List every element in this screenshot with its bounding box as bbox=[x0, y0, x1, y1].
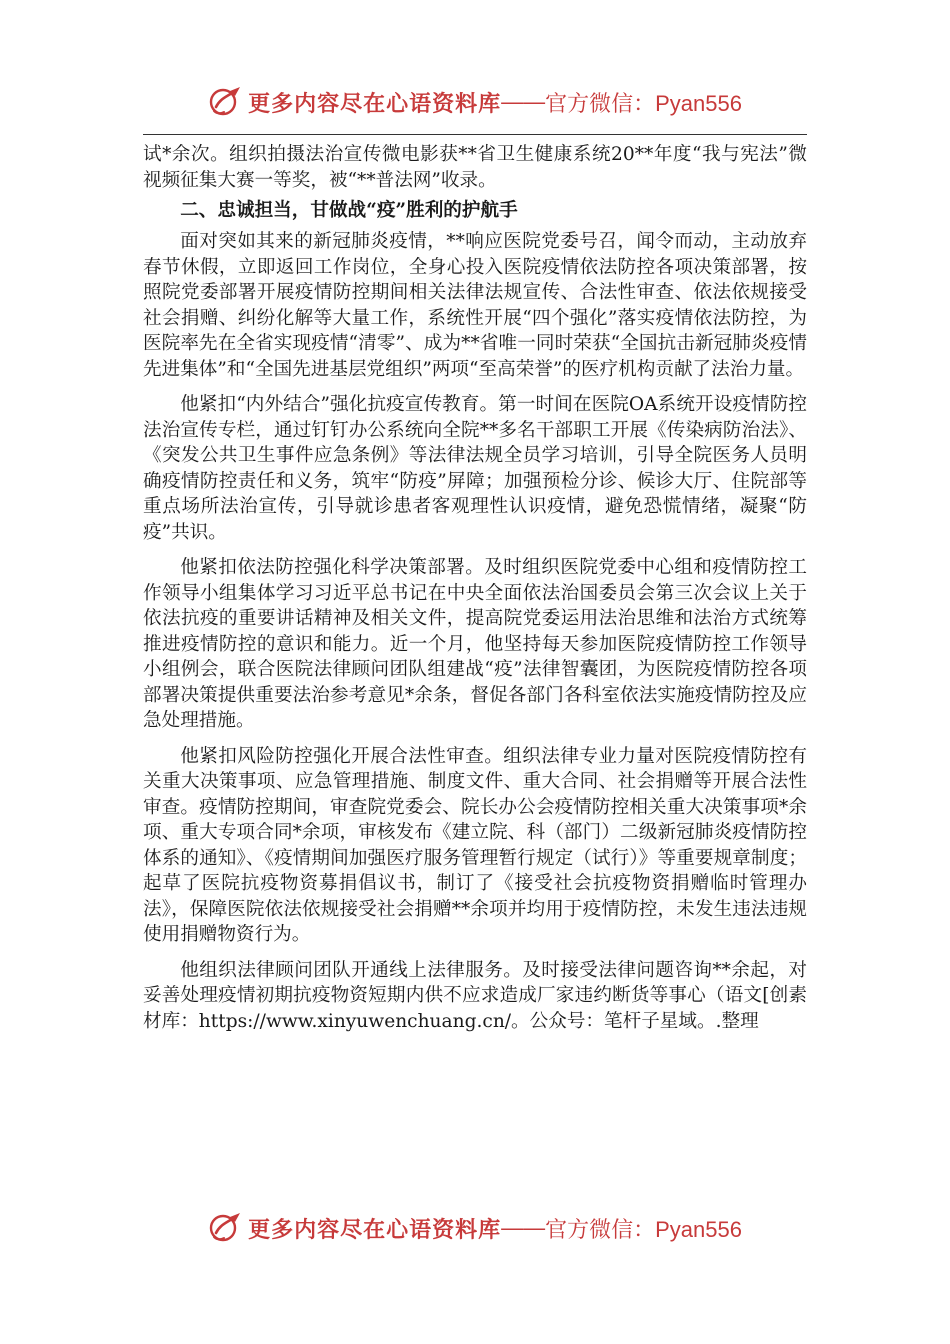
banner-separator: —— bbox=[501, 89, 546, 114]
paragraph: 面对突如其来的新冠肺炎疫情，**响应医院党委号召，闻令而动，主动放弃春节休假，立即返回工作岗位，全身心投入医院疫情依法防控各项决策部署，按照院党委部署开展疫情防控期间相关法律法规宣传、合法性审查、依法依规接受社会捐赠、纠纷化解等大量工作，系统性开展“四个强化”落实疫情依法防控，为医院率先在全省实现疫情“清零”、成为**省唯一同时荣获“全国抗击新冠肺炎疫情先进集体”和“全国先进基层党组织”两项“至高荣誉”的医疗机构贡献了法治力量。 bbox=[143, 231, 807, 380]
paragraph: 他紧扣“内外结合”强化抗疫宣传教育。第一时间在医院OA系统开设疫情防控法治宣传专栏，通过钉钉办公系统向全院**多名干部职工开展《传染病防治法》、《突发公共卫生事件应急条例》等法律法规全员学习培训，引导全院医务人员明确疫情防控责任和义务，筑牢“防疫”屏障；加强预检分诊、候诊大厅、住院部等重点场所法治宣传，引导就诊患者客观理性认识疫情，避免恐慌情绪，凝聚“防疫”共识。 bbox=[143, 394, 807, 543]
pen-swirl-logo-icon bbox=[208, 1211, 242, 1245]
banner-separator: —— bbox=[501, 1215, 546, 1240]
intro-continuation: 试*余次。组织拍摄法治宣传微电影获**省卫生健康系统20**年度“我与宪法”微视频征集大赛一等奖，被“**普法网”收录。 bbox=[143, 144, 807, 191]
document-body bbox=[143, 142, 807, 1034]
section-heading: 二、忠诚担当，甘做战“疫”胜利的护航手 bbox=[180, 200, 518, 221]
paragraph: 他紧扣风险防控强化开展合法性审查。组织法律专业力量对医院疫情防控有关重大决策事项、应急管理措施、制度文件、重大合同、社会捐赠等开展合法性审查。疫情防控期间，审查院党委会、院长办公会疫情防控相关重大决策事项*余项、重大专项合同*余项，审核发布《建立院、科（部门）二级新冠肺炎疫情防控体系的通知》、《疫情期间加强医疗服务管理暂行规定（试行）》等重要规章制度；起草了医院抗疫物资募捐倡议书，制订了《接受社会抗疫物资捐赠临时管理办法》，保障医院依法依规接受社会捐赠**余项并均用于疫情防控，未发生违法违规使用捐赠物资行为。 bbox=[143, 745, 807, 945]
banner-contact: 官方微信：Pyan556 bbox=[545, 90, 742, 116]
header-banner bbox=[0, 80, 950, 124]
banner-contact: 官方微信：Pyan556 bbox=[545, 1216, 742, 1242]
footer-banner bbox=[0, 1206, 950, 1250]
header-divider bbox=[143, 134, 807, 135]
banner-title: 更多内容尽在心语资料库 bbox=[248, 90, 502, 117]
pen-swirl-logo-icon bbox=[208, 85, 242, 119]
banner-title: 更多内容尽在心语资料库 bbox=[248, 1216, 502, 1243]
paragraph: 他紧扣依法防控强化科学决策部署。及时组织医院党委中心组和疫情防控工作领导小组集体学习习近平总书记在中央全面依法治国委员会第三次会议上关于依法抗疫的重要讲话精神及相关文件，提高院党委运用法治思维和法治方式统筹推进疫情防控的意识和能力。近一个月，他坚持每天参加医院疫情防控工作领导小组例会，联合医院法律顾问团队组建战“疫”法律智囊团，为医院疫情防控各项部署决策提供重要法治参考意见*余条，督促各部门各科室依法实施疫情防控及应急处理措施。 bbox=[143, 557, 807, 731]
paragraph: 他组织法律顾问团队开通线上法律服务。及时接受法律问题咨询**余起，对妥善处理疫情初期抗疫物资短期内供不应求造成厂家违约断货等事心（语文[创素材库：https://www.xinyuwenchuang.cn/。公众号：笔杆子星域。.整理 bbox=[143, 959, 807, 1032]
